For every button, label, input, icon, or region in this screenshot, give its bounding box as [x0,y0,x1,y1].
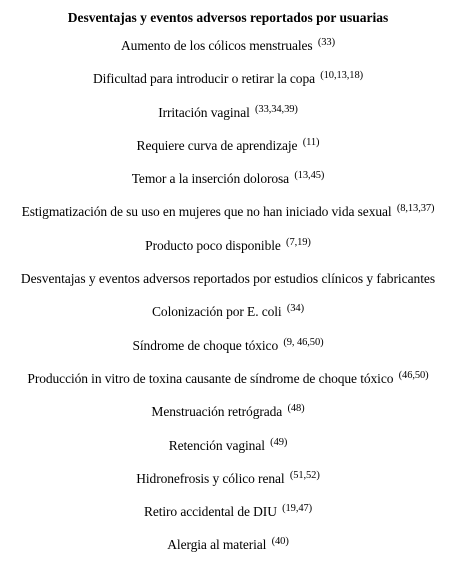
citation-ref: (51,52) [289,469,320,481]
list-item [0,397,456,430]
item-text: Retiro accidental de DIU [143,504,277,520]
list-item [0,31,456,64]
item-text: Síndrome de choque tóxico [132,337,279,353]
list-item [0,131,456,164]
table-title: Desventajas y eventos adversos reportados por usuarias [67,10,389,25]
citation-ref: (9, 46,50) [283,336,324,348]
citation-ref: (8,13,37) [396,203,435,215]
list-item [0,64,456,97]
user-reported-list [0,31,456,264]
item-text: Aumento de los cólicos menstruales [121,38,313,53]
citation-ref: (7,19) [286,236,311,248]
citation-ref: (33,34,39) [255,103,298,115]
citation-ref: (10,13,18) [320,70,364,82]
item-text: Temor a la inserción dolorosa [131,171,290,187]
list-item [0,231,456,264]
citation-ref: (13,45) [294,170,325,182]
item-text: Producto poco disponible [145,237,281,253]
citation-ref: (49) [270,436,288,448]
citation-ref: (46,50) [398,369,429,381]
list-item [0,530,456,563]
item-text: Menstruación retrógrada [151,404,283,420]
section-heading: Desventajas y eventos adversos reportados por estudios clínicos y fabricantes [20,271,436,287]
citation-ref: (40) [271,536,289,548]
list-item [0,331,456,364]
item-text: Alergia al material [167,537,267,553]
item-text: Irritación vaginal [158,104,250,120]
item-text: Dificultad para introducir o retirar la copa [92,71,315,87]
study-reported-list [0,297,456,563]
citation-ref: (34) [286,303,304,315]
citation-ref: (48) [287,403,305,415]
list-item [0,464,456,497]
citation-ref: (19,47) [282,503,313,515]
list-item [0,98,456,131]
item-text: Requiere curva de aprendizaje [136,137,298,153]
item-text: Producción in vitro de toxina causante de síndrome de choque tóxico [27,370,394,386]
list-item [0,431,456,464]
list-item [0,164,456,197]
citation-ref: (33) [317,37,335,48]
item-text: Retención vaginal [168,437,265,453]
list-item [0,297,456,330]
list-item [0,497,456,530]
item-text: Colonización por E. coli [152,304,282,320]
list-item [0,197,456,230]
item-text: Hidronefrosis y cólico renal [136,470,285,486]
item-text: Estigmatización de su uso en mujeres que no han iniciado vida sexual [21,204,392,220]
citation-ref: (11) [302,136,320,148]
list-item [0,364,456,397]
